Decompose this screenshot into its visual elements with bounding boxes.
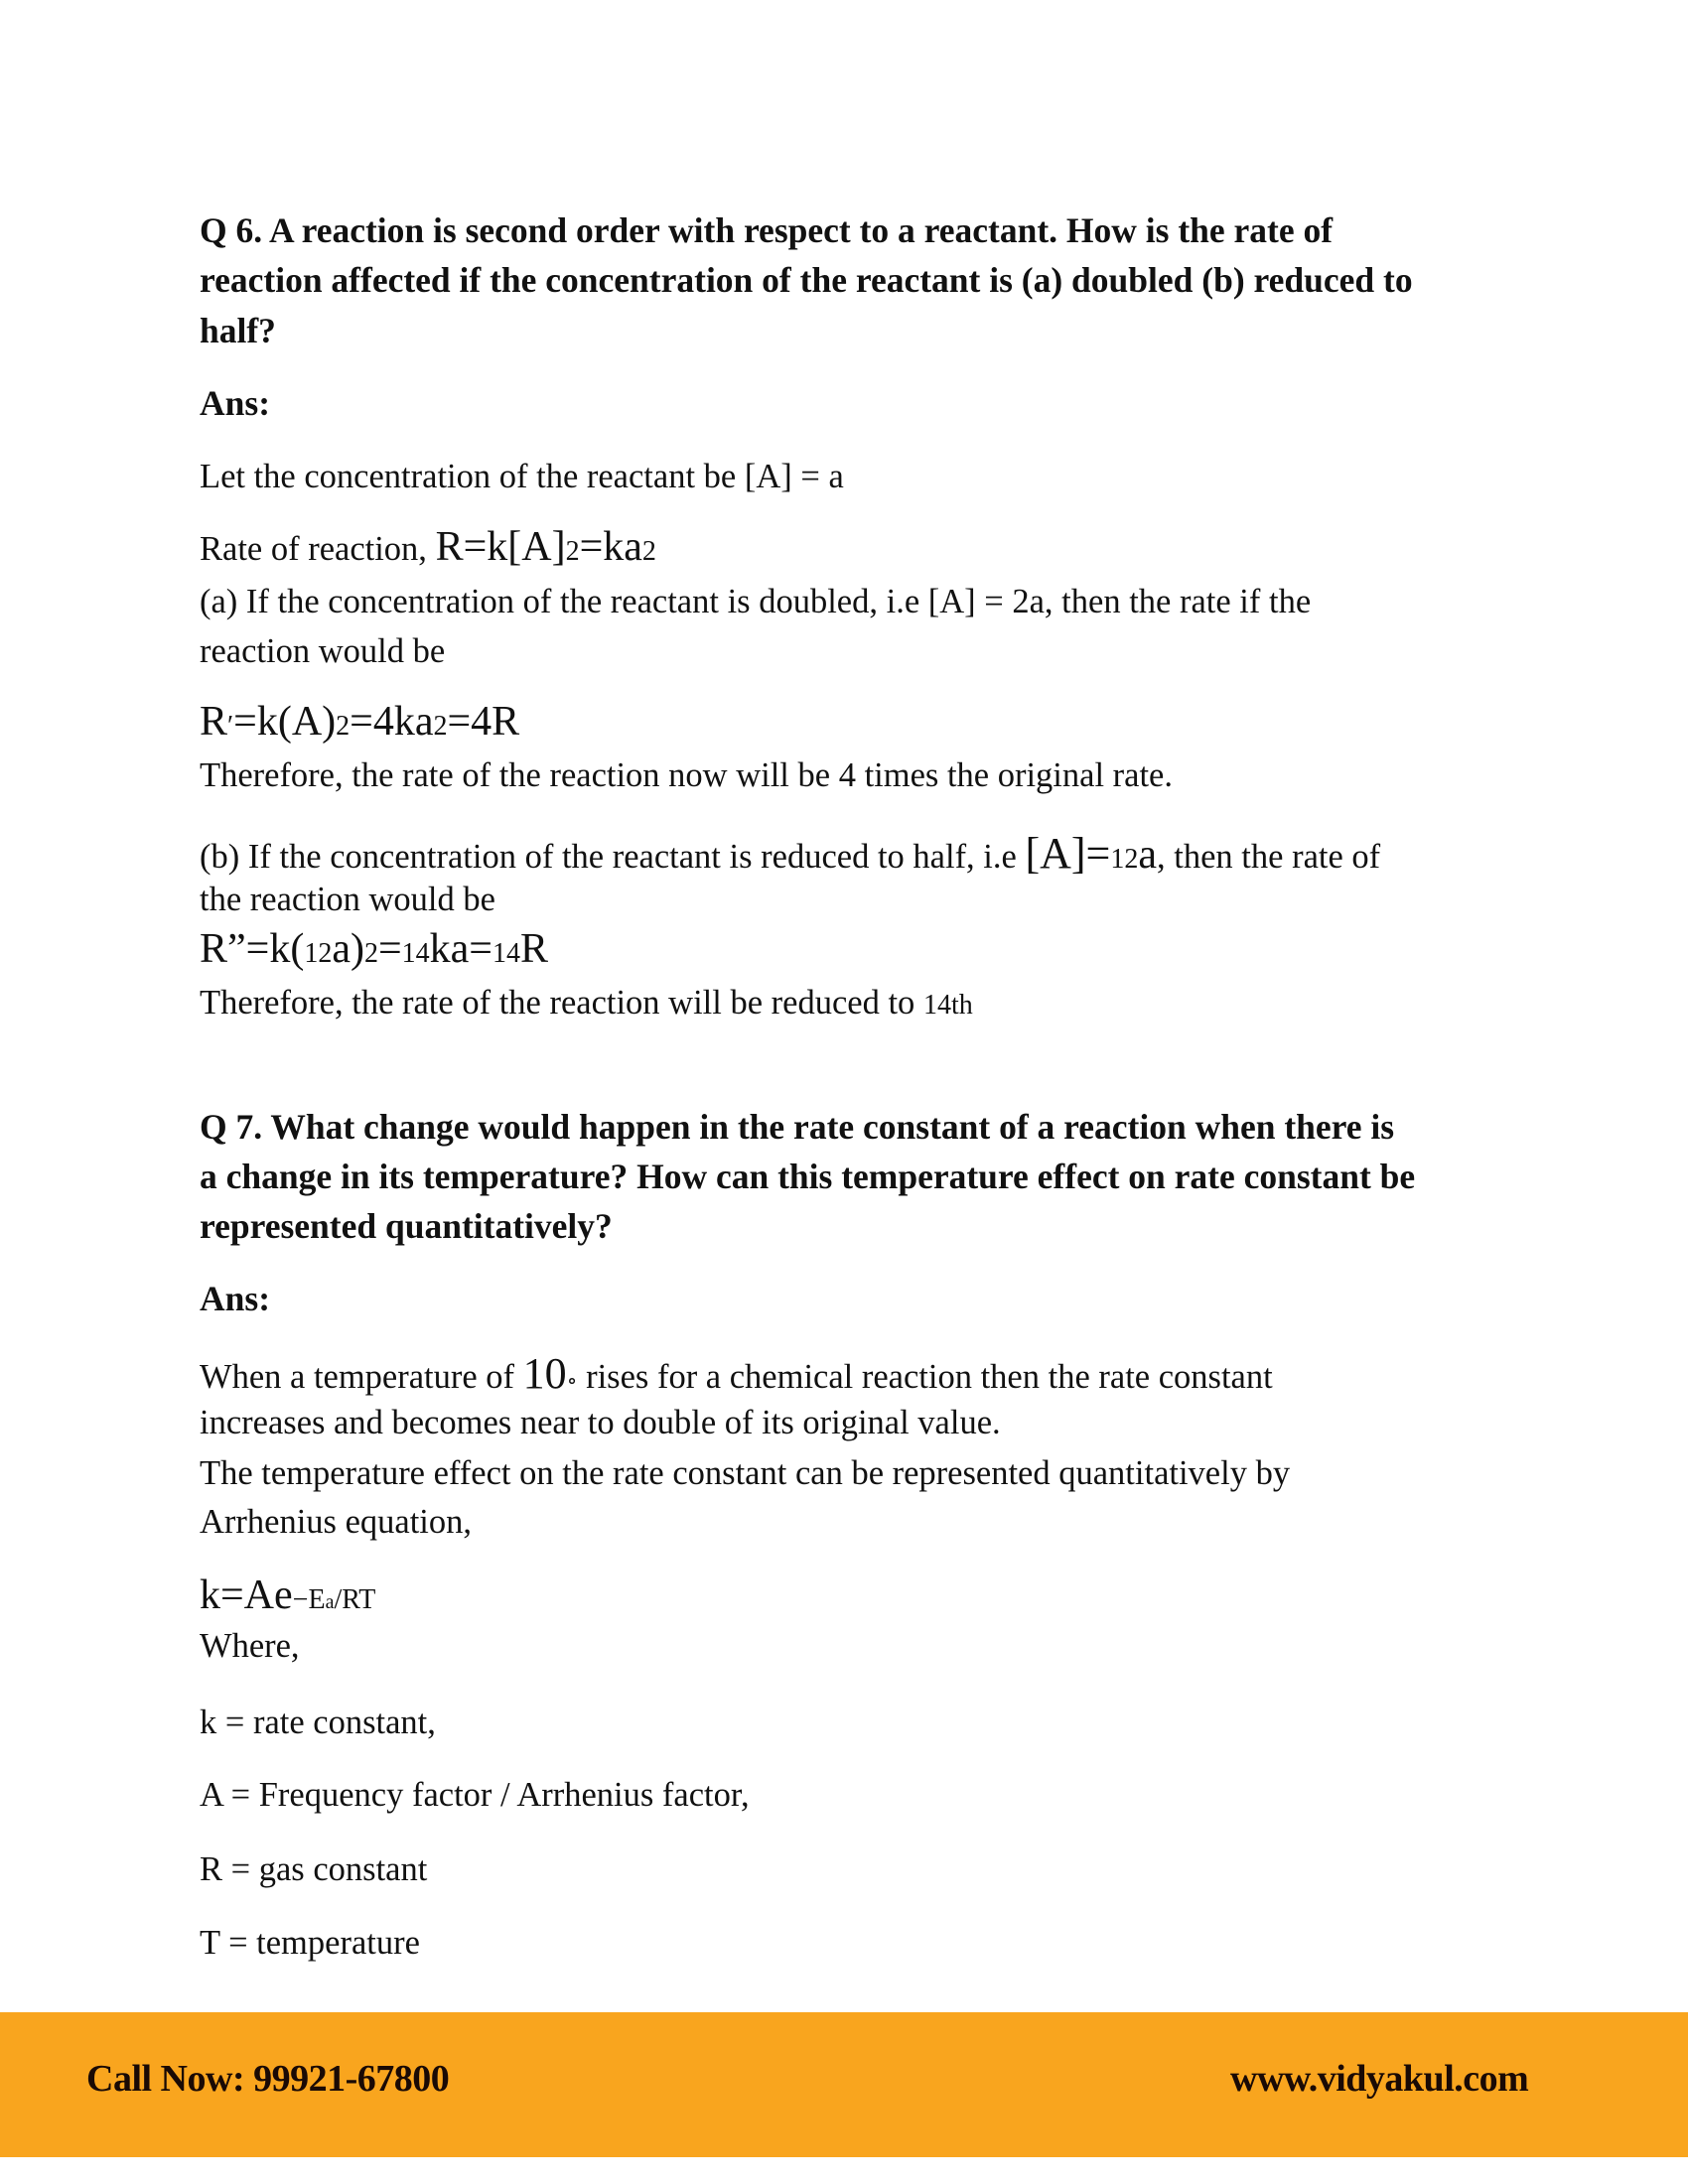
- q6-let-line: Let the concentration of the reactant be [A] = a: [200, 458, 844, 495]
- arrhenius-equation: [200, 1574, 375, 1616]
- arrhenius-exponent: /RT: [334, 1584, 376, 1615]
- when-prefix: When a temperature of: [200, 1358, 523, 1396]
- part-b-fraction: 12: [1110, 844, 1139, 875]
- definition-t: T = temperature: [200, 1924, 420, 1962]
- arrhenius-exponent-subscript: a: [325, 1591, 335, 1613]
- temperature-value: 10: [522, 1349, 567, 1398]
- rate-formula-exponent: 2: [641, 536, 656, 567]
- q7-when-line: [200, 1349, 1273, 1398]
- q7-question-line-3: represented quantitatively?: [200, 1206, 613, 1246]
- q6-answer-label: Ans:: [200, 383, 271, 423]
- q6-part-a-line-2: reaction would be: [200, 632, 446, 670]
- q7-question-line-1: Q 7. What change would happen in the rate constant of a reaction when there is: [200, 1107, 1395, 1147]
- formula-exponent: 2: [433, 711, 448, 742]
- arrhenius-exponent: −E: [292, 1584, 326, 1615]
- website-link[interactable]: www.vidyakul.com: [1230, 2058, 1529, 2100]
- when-suffix: rises for a chemical reaction then the rate constant: [577, 1358, 1273, 1396]
- degree-symbol: ∘: [566, 1368, 578, 1393]
- formula-part: R: [200, 699, 228, 745]
- q7-body-line-2: The temperature effect on the rate constant can be represented quantitatively by: [200, 1454, 1291, 1492]
- definition-r: R = gas constant: [200, 1850, 428, 1888]
- part-b-variable: a: [1138, 832, 1158, 878]
- part-b-prefix: (b) If the concentration of the reactant is reduced to half, i.e: [200, 838, 1026, 876]
- q6-part-b-line-2: the reaction would be: [200, 881, 495, 918]
- q6-part-b-line-1: [200, 829, 1381, 878]
- formula-part: =: [377, 926, 402, 972]
- conclusion-b-text: Therefore, the rate of the reaction will be reduced to: [200, 984, 923, 1022]
- part-b-bracket: [A]=: [1025, 829, 1111, 878]
- q6-part-a-line-1: (a) If the concentration of the reactant is doubled, i.e [A] = 2a, then the rate if the: [200, 583, 1312, 620]
- q7-question-line-2: a change in its temperature? How can this temperature effect on rate constant be: [200, 1157, 1416, 1196]
- call-now-phone[interactable]: Call Now: 99921-67800: [86, 2058, 450, 2100]
- part-b-suffix: , then the rate of: [1157, 838, 1381, 876]
- formula-fraction: 14: [492, 938, 520, 969]
- q6-question-line-3: half?: [200, 311, 276, 350]
- q7-where-label: Where,: [200, 1627, 300, 1665]
- formula-part: R: [519, 926, 548, 972]
- rate-formula: [436, 524, 656, 570]
- formula-exponent: 2: [363, 938, 378, 969]
- q6-question-line-2: reaction affected if the concentration of the reactant is (a) doubled (b) reduced to: [200, 260, 1413, 300]
- q6-r-double-prime-formula: [200, 928, 548, 970]
- q6-conclusion-b: [200, 986, 973, 1021]
- definition-a: A = Frequency factor / Arrhenius factor,: [200, 1776, 750, 1814]
- q6-question-line-1: Q 6. A reaction is second order with respect to a reactant. How is the rate of: [200, 210, 1334, 250]
- rate-formula-exponent: 2: [565, 536, 580, 567]
- formula-part: =4R: [447, 699, 520, 745]
- formula-part: =k(A): [233, 699, 337, 745]
- rate-formula-part: R=k[A]: [435, 524, 566, 570]
- q6-conclusion-a: Therefore, the rate of the reaction now will be 4 times the original rate.: [200, 756, 1173, 794]
- rate-prefix: Rate of reaction,: [200, 530, 436, 568]
- formula-part: a): [332, 926, 364, 972]
- formula-part: =4ka: [350, 699, 434, 745]
- formula-exponent: 2: [336, 711, 351, 742]
- formula-part: ka=: [429, 926, 492, 972]
- conclusion-b-fraction: 14th: [922, 990, 973, 1021]
- q7-answer-label: Ans:: [200, 1279, 271, 1318]
- arrhenius-main: k=Ae: [200, 1572, 293, 1618]
- q6-r-prime-formula: [200, 701, 519, 743]
- footer-banner: [0, 2012, 1688, 2157]
- formula-part: R”=k(: [200, 926, 305, 972]
- formula-fraction: 14: [401, 938, 430, 969]
- q7-body-line-1: increases and becomes near to double of its original value.: [200, 1404, 1001, 1441]
- q6-rate-line: [200, 526, 656, 568]
- prime-mark: ′: [227, 711, 234, 742]
- rate-formula-part: =ka: [579, 524, 642, 570]
- definition-k: k = rate constant,: [200, 1704, 436, 1741]
- formula-fraction: 12: [304, 938, 333, 969]
- q7-body-line-3: Arrhenius equation,: [200, 1503, 473, 1541]
